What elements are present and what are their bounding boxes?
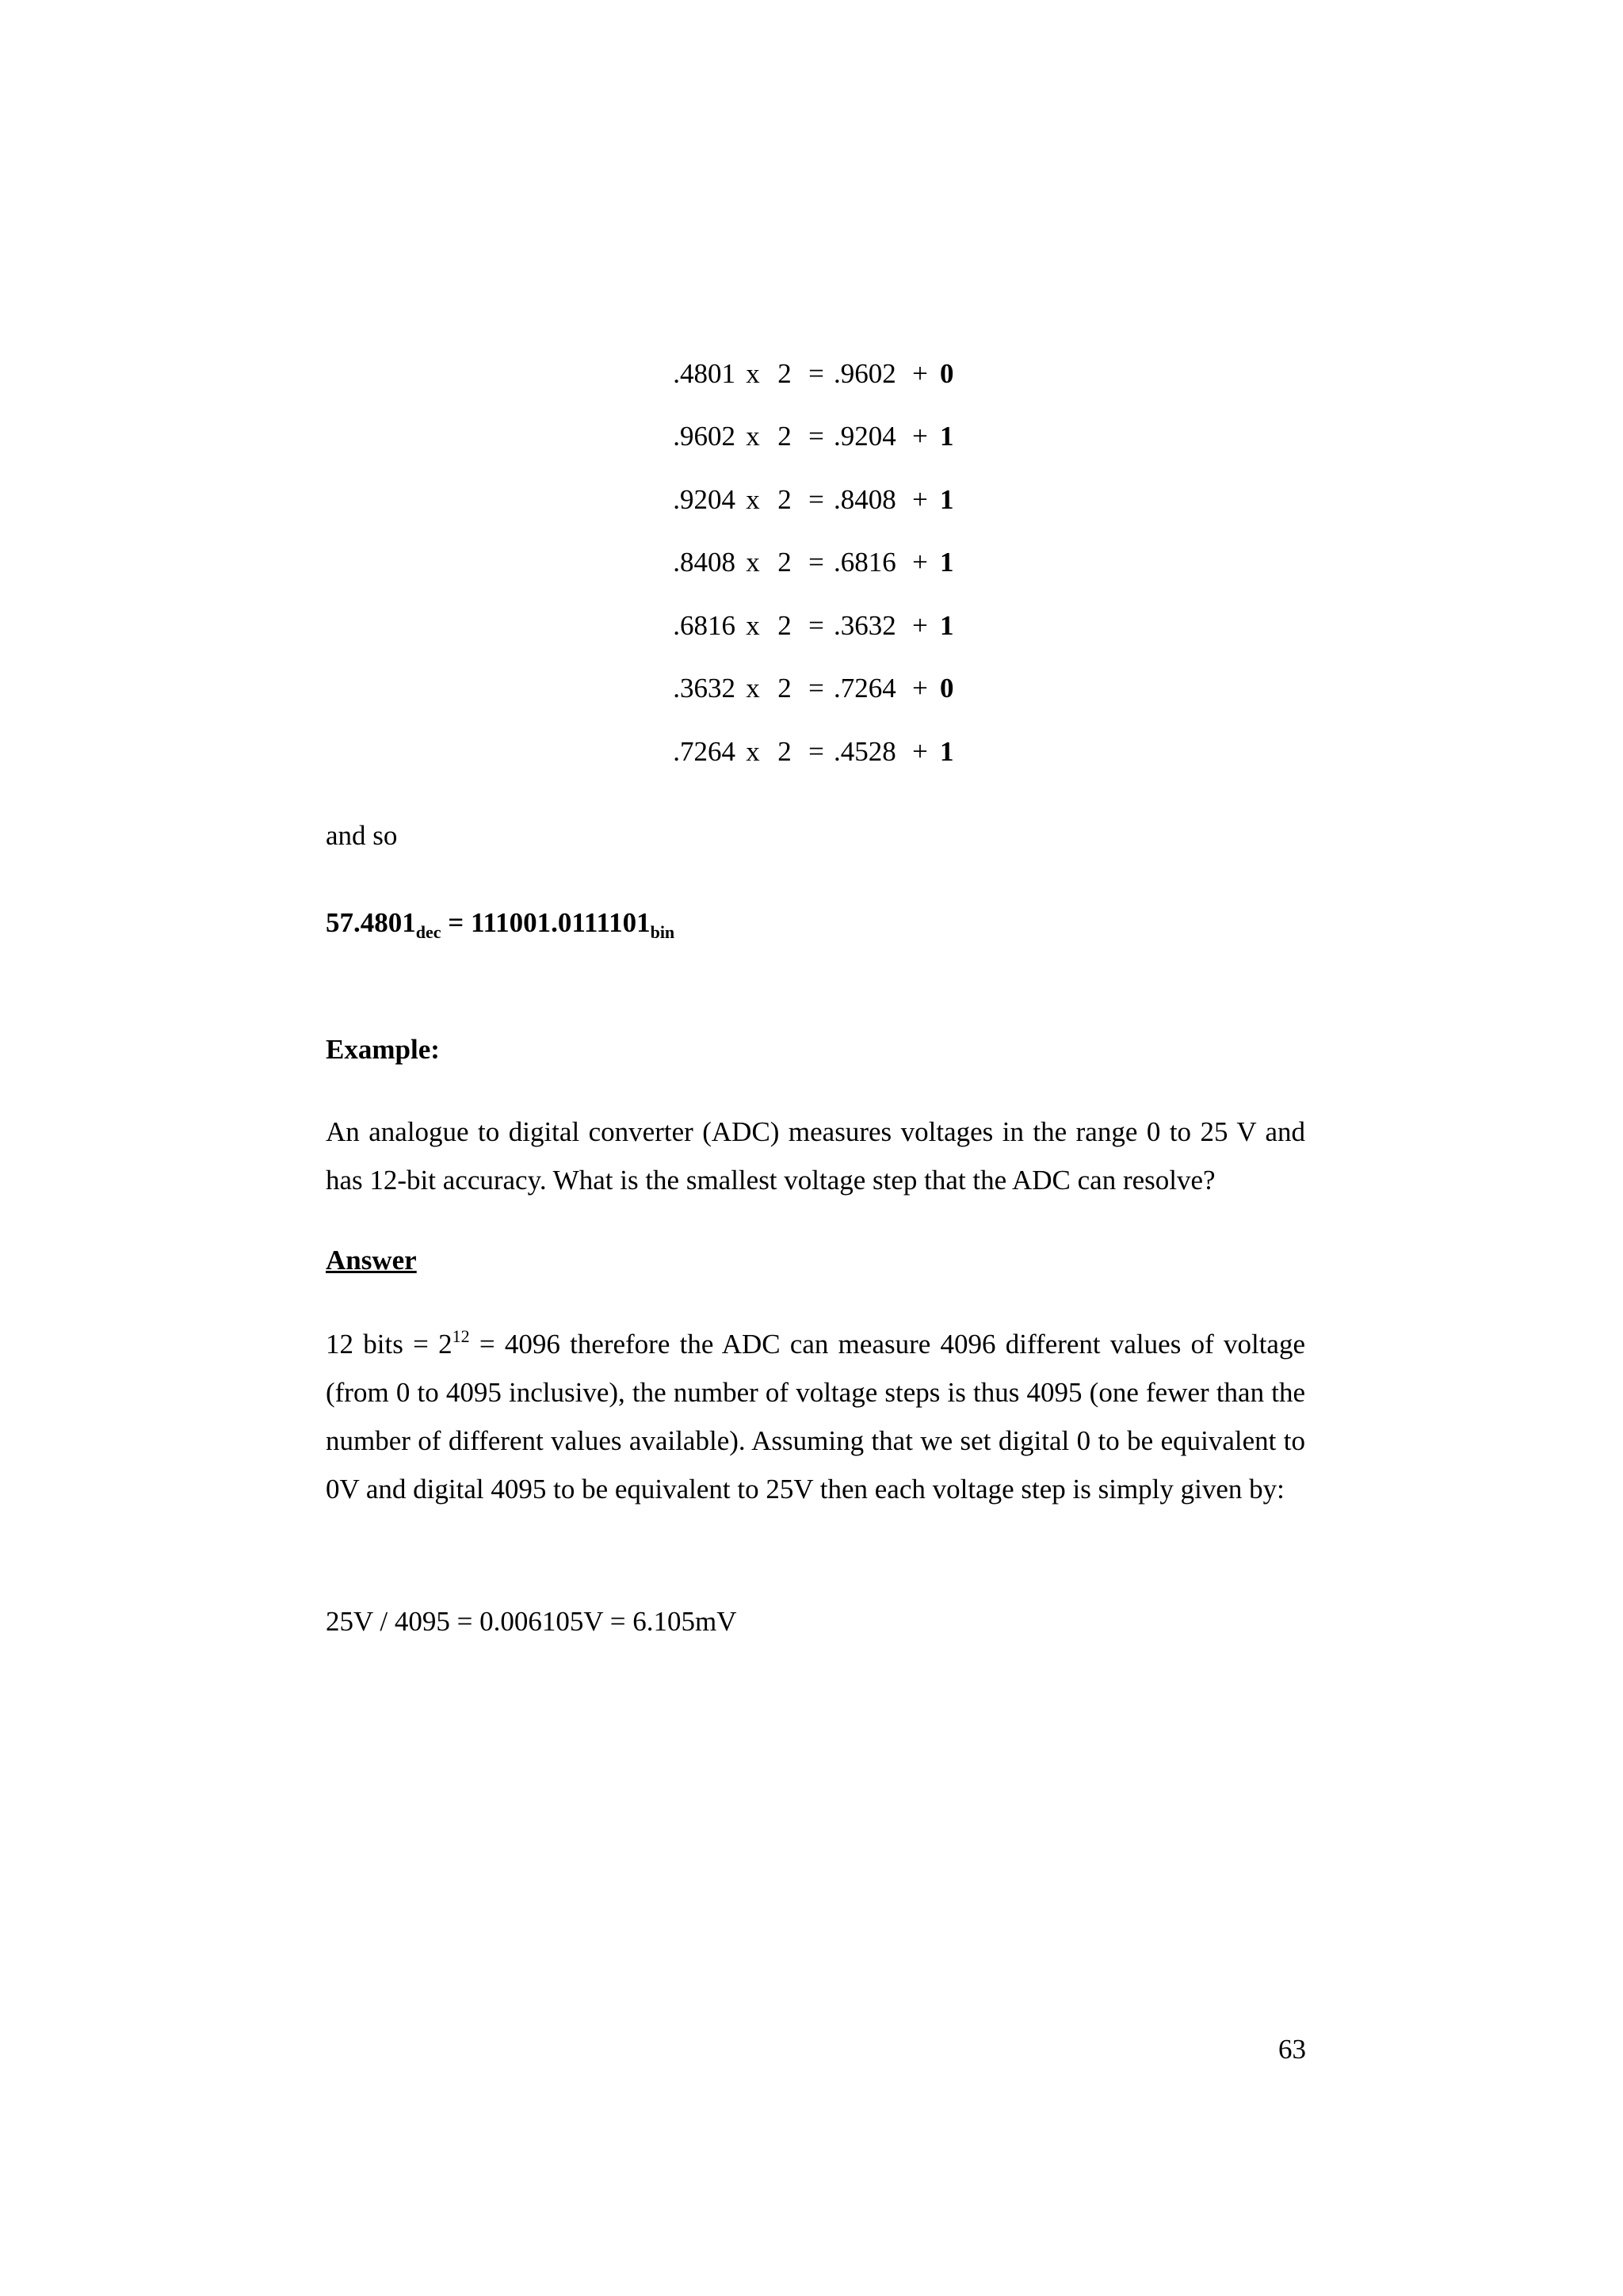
times-sign: x: [746, 673, 760, 704]
binary-fraction-calculation: [670, 342, 964, 784]
equals-sign: =: [808, 357, 824, 389]
operand: .8408: [673, 547, 735, 578]
times-sign: x: [746, 357, 760, 389]
operand: .6816: [673, 609, 735, 641]
equals-sign: =: [808, 421, 824, 452]
binary-digit: 1: [940, 735, 954, 767]
plus-sign: +: [912, 609, 928, 641]
plus-sign: +: [912, 421, 928, 452]
operand: .7264: [673, 735, 735, 767]
result: .7264: [834, 673, 896, 704]
calculation-row: [670, 468, 964, 532]
multiplier: 2: [777, 421, 792, 452]
multiplier: 2: [777, 609, 792, 641]
answer-body: = 4096 therefore the ADC can measure 4096 different values of voltage (from 0 to 4095 inclusive), the number of voltage steps is thus 4095 (one fewer than the number of different values available). Assuming that we set digital 0 to be equivalent to 0V and digital 4095 to be equivalent to 25V then each voltage step is simply given by:: [326, 1329, 1305, 1505]
multiplier: 2: [777, 357, 792, 389]
calculation-row: [670, 594, 964, 658]
conversion-result: [326, 898, 674, 947]
multiplier: 2: [777, 547, 792, 578]
equals-sign: =: [808, 735, 824, 767]
and-so-text: and so: [326, 820, 398, 851]
decimal-subscript: dec: [415, 922, 441, 942]
times-sign: x: [746, 483, 760, 515]
plus-sign: +: [912, 547, 928, 578]
answer-heading: Answer: [326, 1245, 417, 1276]
result: .8408: [834, 483, 896, 515]
times-sign: x: [746, 421, 760, 452]
binary-digit: 0: [940, 357, 954, 389]
result: .4528: [834, 735, 896, 767]
result: .9602: [834, 357, 896, 389]
times-sign: x: [746, 547, 760, 578]
result: .6816: [834, 547, 896, 578]
plus-sign: +: [912, 735, 928, 767]
calculation-row: [670, 532, 964, 595]
binary-digit: 1: [940, 609, 954, 641]
calculation-row: [670, 720, 964, 784]
plus-sign: +: [912, 483, 928, 515]
binary-digit: 1: [940, 421, 954, 452]
result: .9204: [834, 421, 896, 452]
calculation-row: [670, 658, 964, 721]
times-sign: x: [746, 609, 760, 641]
plus-sign: +: [912, 673, 928, 704]
equals-sign: =: [808, 609, 824, 641]
example-heading: Example:: [326, 1034, 440, 1065]
example-question: An analogue to digital converter (ADC) measures voltages in the range 0 to 25 V and has 12-bit accuracy. What is the smallest voltage step that the ADC can resolve?: [326, 1116, 1305, 1196]
answer-prefix: 12 bits = 2: [326, 1329, 453, 1360]
operand: .9204: [673, 483, 735, 515]
equals-sign: =: [808, 673, 824, 704]
equals-sign: =: [808, 483, 824, 515]
binary-digit: 0: [940, 673, 954, 704]
plus-sign: +: [912, 357, 928, 389]
result-equals: =: [441, 907, 471, 938]
result: .3632: [834, 609, 896, 641]
page-number: 63: [1278, 2034, 1306, 2065]
equals-sign: =: [808, 547, 824, 578]
calculation-row: [670, 342, 964, 406]
multiplier: 2: [777, 483, 792, 515]
answer-paragraph: [326, 1320, 1305, 1513]
decimal-value: 57.4801: [326, 907, 416, 938]
operand: .3632: [673, 673, 735, 704]
multiplier: 2: [777, 673, 792, 704]
binary-subscript: bin: [650, 922, 675, 942]
calculation-row: [670, 406, 964, 469]
answer-exponent: 12: [452, 1326, 470, 1346]
final-equation: 25V / 4095 = 0.006105V = 6.105mV: [326, 1606, 737, 1637]
binary-digit: 1: [940, 547, 954, 578]
operand: .4801: [673, 357, 735, 389]
multiplier: 2: [777, 735, 792, 767]
binary-value: 111001.0111101: [470, 907, 651, 938]
times-sign: x: [746, 735, 760, 767]
operand: .9602: [673, 421, 735, 452]
binary-digit: 1: [940, 483, 954, 515]
